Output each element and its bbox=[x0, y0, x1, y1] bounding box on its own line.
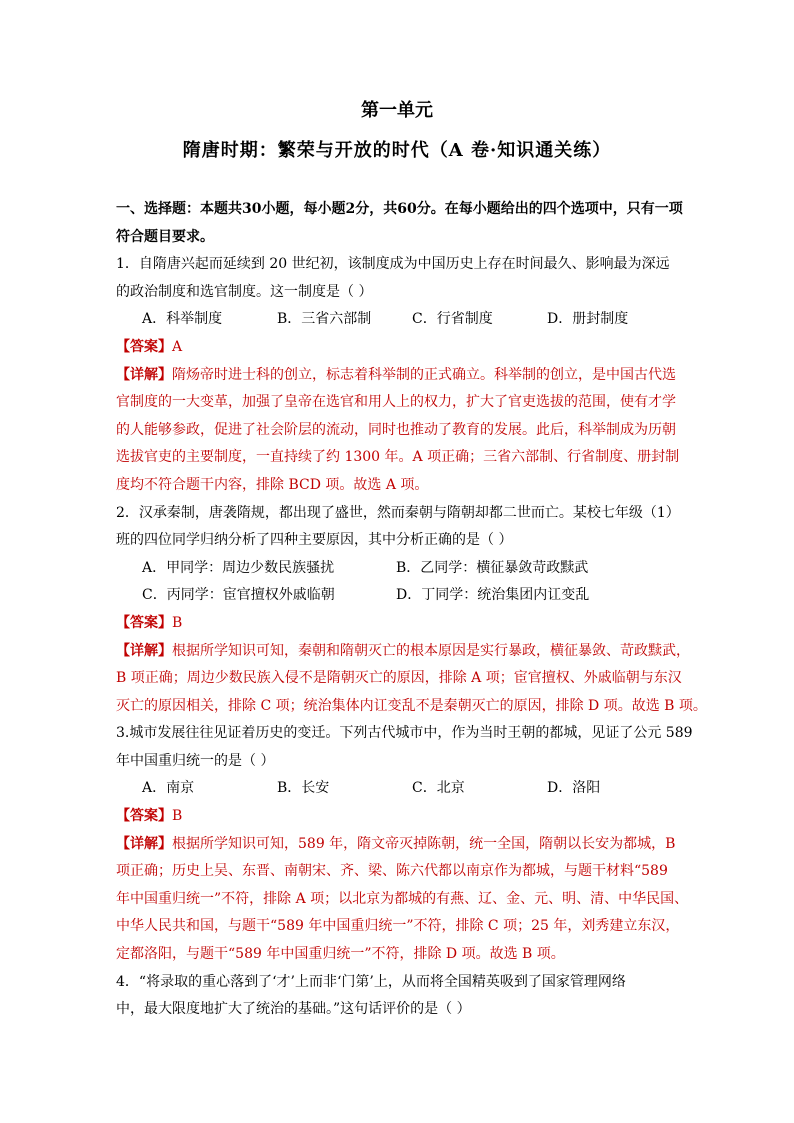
q3-stem-line-1: 3.城市发展往往见证着历史的变迁。下列古代城市中，作为当时王朝的都城，见证了公元 589 bbox=[116, 725, 693, 742]
section-heading-line-1: 一、选择题：本题共30小题，每小题2分，共60分。在每小题给出的四个选项中，只有一项 bbox=[116, 201, 683, 217]
q4-stem-line-1: 4．“将录取的重心落到了‘才’上而非‘门第’上，从而将全国精英吸到了国家管理网络 bbox=[116, 973, 626, 990]
q2-option-b: B．乙同学：横征暴敛苛政黩武 bbox=[396, 559, 589, 576]
q1-detail-text: 隋炀帝时进士科的创立，标志着科举制的正式确立。科举制的创立，是中国古代选 bbox=[172, 366, 676, 383]
q3-detail-line-2: 项正确；历史上吴、东晋、南朝宋、齐、梁、陈六代都以南京作为都城，与题干材料“589 bbox=[116, 863, 668, 880]
q3-detail-line-1 bbox=[116, 831, 682, 859]
q1-answer-value: A bbox=[172, 338, 183, 355]
q3-options bbox=[116, 775, 682, 803]
q3-option-c: C．北京 bbox=[412, 780, 465, 797]
q2-answer bbox=[116, 610, 682, 638]
q1-detail-line-3: 的人能够参政，促进了社会阶层的流动，同时也推动了教育的发展。此后，科举制成为历朝 bbox=[116, 421, 676, 438]
q2-detail-line-3: 灭亡的原因相关，排除 C 项；统治集体内讧变乱不是秦朝灭亡的原因，排除 D 项。故选 B 项。 bbox=[116, 697, 707, 714]
section-heading-line-2: 符合题目要求。 bbox=[116, 228, 214, 245]
page-title: 隋唐时期：繁荣与开放的时代（A 卷·知识通关练） bbox=[182, 140, 612, 161]
q1-answer bbox=[116, 334, 682, 362]
answer-tag: 【答案】 bbox=[116, 808, 172, 825]
q3-detail-line-5: 定都洛阳，与题干“589 年中国重归统一”不符，排除 D 项。故选 B 项。 bbox=[116, 946, 565, 963]
q3-detail-line-4: 中华人民共和国，与题干“589 年中国重归统一”不符，排除 C 项；25 年，刘秀建立东汉， bbox=[116, 918, 680, 935]
q1-option-a: A．科举制度 bbox=[142, 311, 223, 328]
q1-detail-line-1 bbox=[116, 362, 682, 390]
q3-option-a: A．南京 bbox=[142, 780, 195, 797]
q1-detail-line-5: 度均不符合题干内容，排除 BCD 项。故选 A 项。 bbox=[116, 476, 429, 493]
q4-stem-line-2: 中，最大限度地扩大了统治的基础。”这句话评价的是（ ） bbox=[116, 1001, 471, 1018]
unit-title: 第一单元 bbox=[361, 100, 433, 121]
q2-option-a: A．甲同学：周边少数民族骚扰 bbox=[142, 559, 335, 576]
question-content bbox=[116, 196, 707, 1024]
q3-answer bbox=[116, 803, 682, 831]
q3-detail-line-3: 年中国重归统一”不符，排除 A 项；以北京为都城的有燕、辽、金、元、明、清、中华民国、 bbox=[116, 890, 689, 907]
q3-answer-value: B bbox=[172, 808, 183, 825]
q2-option-d: D．丁同学：统治集团内讧变乱 bbox=[396, 587, 590, 604]
answer-tag: 【答案】 bbox=[116, 614, 172, 631]
q2-options-row-2 bbox=[116, 582, 682, 610]
q1-detail-line-4: 选拔官吏的主要制度，一直持续了约 1300 年。A 项正确；三省六部制、行省制度、册封制 bbox=[116, 449, 680, 466]
q1-detail-line-2: 官制度的一大变革，加强了皇帝在选官和用人上的权力，扩大了官吏选拔的范围，使有才学 bbox=[116, 394, 676, 411]
q2-stem-line-1: 2．汉承秦制，唐袭隋规，都出现了盛世，然而秦朝与隋朝却都二世而亡。某校七年级（1） bbox=[116, 504, 680, 521]
q1-option-b: B．三省六部制 bbox=[277, 311, 372, 328]
q1-option-d: D．册封制度 bbox=[547, 311, 629, 328]
detail-tag: 【详解】 bbox=[116, 366, 172, 383]
q2-option-c: C．丙同学：宦官擅权外戚临朝 bbox=[142, 587, 335, 604]
answer-tag: 【答案】 bbox=[116, 338, 172, 355]
q3-option-b: B．长安 bbox=[277, 780, 330, 797]
q3-stem-line-2: 年中国重归统一的是（ ） bbox=[116, 752, 275, 769]
q2-detail-line-2: B 项正确；周边少数民族入侵不是隋朝灭亡的原因，排除 A 项；宦官擅权、外戚临朝与东汉 bbox=[116, 670, 682, 687]
q1-stem-line-1: 1．自隋唐兴起而延续到 20 世纪初，该制度成为中国历史上存在时间最久、影响最为深远 bbox=[116, 256, 670, 273]
detail-tag: 【详解】 bbox=[116, 642, 172, 659]
q1-options bbox=[116, 306, 682, 334]
q3-detail-text: 根据所学知识可知，589 年，隋文帝灭掉陈朝，统一全国，隋朝以长安为都城，B bbox=[172, 835, 676, 852]
q2-answer-value: B bbox=[172, 614, 183, 631]
q1-option-c: C．行省制度 bbox=[412, 311, 493, 328]
detail-tag: 【详解】 bbox=[116, 835, 172, 852]
q2-detail-line-1 bbox=[116, 638, 690, 666]
q2-options-row-1 bbox=[116, 555, 682, 583]
q3-option-d: D．洛阳 bbox=[547, 780, 601, 797]
q2-detail-text: 根据所学知识可知，秦朝和隋朝灭亡的根本原因是实行暴政，横征暴敛、苛政黩武， bbox=[172, 642, 690, 659]
q1-stem-line-2: 的政治制度和选官制度。这一制度是（ ） bbox=[116, 283, 373, 300]
q2-stem-line-2: 班的四位同学归纳分析了四种主要原因，其中分析正确的是（ ） bbox=[116, 532, 513, 549]
